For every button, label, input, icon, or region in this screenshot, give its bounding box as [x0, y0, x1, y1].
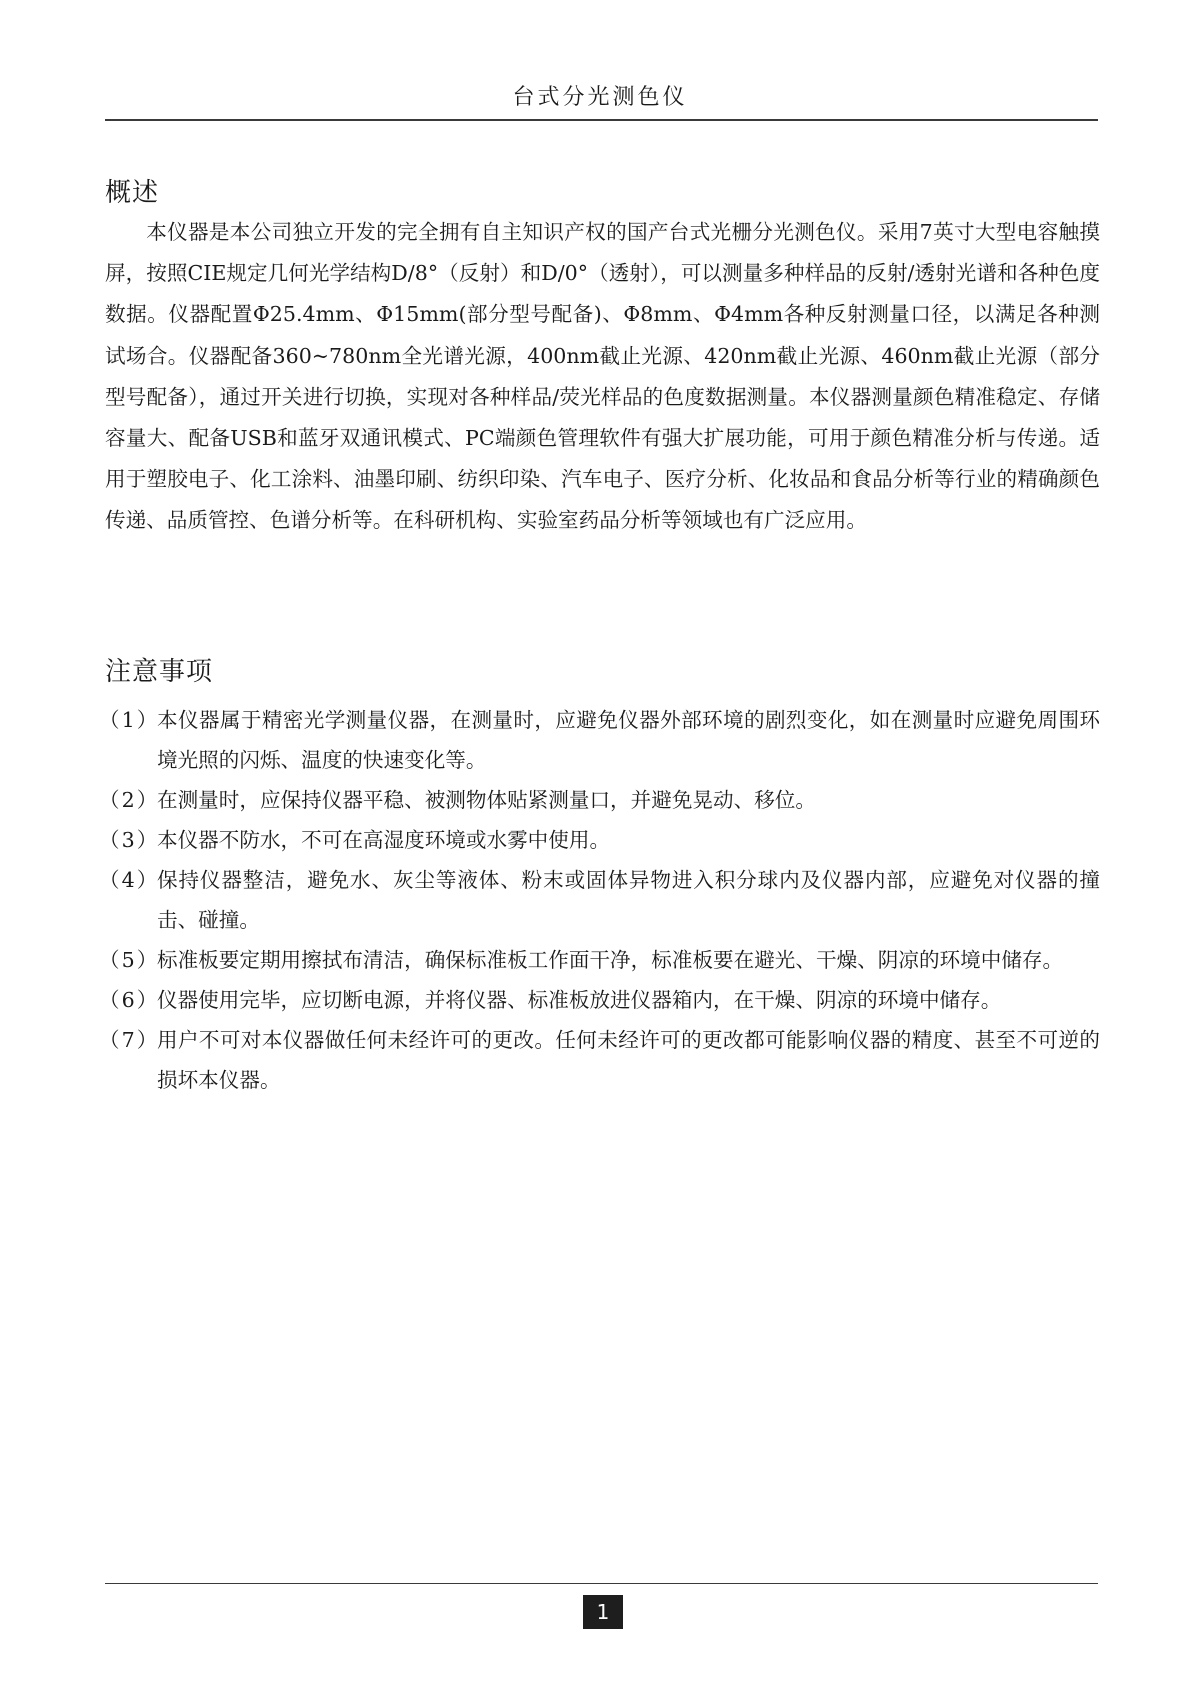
note-number: （1） [99, 708, 160, 732]
note-item-1 [99, 700, 1100, 780]
note-text: 用户不可对本仪器做任何未经许可的更改。任何未经许可的更改都可能影响仪器的精度、甚至不可逆的损坏本仪器。 [157, 1028, 1100, 1092]
page-number: 1 [583, 1595, 623, 1629]
note-text: 本仪器属于精密光学测量仪器，在测量时，应避免仪器外部环境的剧烈变化，如在测量时应避免周围环境光照的闪烁、温度的快速变化等。 [157, 708, 1100, 772]
note-number: （7） [99, 1028, 160, 1052]
note-number: （4） [99, 868, 160, 892]
note-item-4 [99, 860, 1100, 940]
note-item-5 [99, 940, 1100, 980]
notes-list [99, 700, 1100, 1100]
note-number: （3） [99, 828, 160, 852]
note-item-2 [99, 780, 1100, 820]
footer-divider [105, 1583, 1098, 1584]
note-text: 仪器使用完毕，应切断电源，并将仪器、标准板放进仪器箱内，在干燥、阴凉的环境中储存。 [157, 988, 1002, 1012]
note-text: 保持仪器整洁，避免水、灰尘等液体、粉末或固体异物进入积分球内及仪器内部，应避免对仪器的撞击、碰撞。 [157, 868, 1100, 932]
header-title: 台式分光测色仪 [512, 85, 688, 110]
overview-paragraph: 本仪器是本公司独立开发的完全拥有自主知识产权的国产台式光栅分光测色仪。采用7英寸大型电容触摸屏，按照CIE规定几何光学结构D/8°（反射）和D/0°（透射），可以测量多种样品的反射/透射光谱和各种色度数据。仪器配置Φ25.4mm、Φ15mm(部分型号配备)、Φ8mm、Φ4mm各种反射测量口径，以满足各种测试场合。仪器配备360~780nm全光谱光源，400nm截止光源、420nm截止光源、460nm截止光源（部分型号配备），通过开关进行切换，实现对各种样品/荧光样品的色度数据测量。本仪器测量颜色精准稳定、存储容量大、配备USB和蓝牙双通讯模式、PC端颜色管理软件有强大扩展功能，可用于颜色精准分析与传递。适用于塑胶电子、化工涂料、油墨印刷、纺织印染、汽车电子、医疗分析、化妆品和食品分析等行业的精确颜色传递、品质管控、色谱分析等。在科研机构、实验室药品分析等领域也有广泛应用。 [105, 220, 1100, 533]
note-item-3 [99, 820, 1100, 860]
note-item-7 [99, 1020, 1100, 1100]
overview-heading: 概述 [105, 178, 160, 208]
note-number: （2） [99, 788, 160, 812]
header-divider [105, 119, 1098, 121]
notes-heading: 注意事项 [105, 657, 214, 687]
note-text: 标准板要定期用擦拭布清洁，确保标准板工作面干净，标准板要在避光、干燥、阴凉的环境中储存。 [157, 948, 1064, 972]
note-number: （5） [99, 948, 160, 972]
note-text: 在测量时，应保持仪器平稳、被测物体贴紧测量口，并避免晃动、移位。 [157, 788, 816, 812]
note-number: （6） [99, 988, 160, 1012]
note-text: 本仪器不防水，不可在高湿度环境或水雾中使用。 [157, 828, 611, 852]
note-item-6 [99, 980, 1100, 1020]
